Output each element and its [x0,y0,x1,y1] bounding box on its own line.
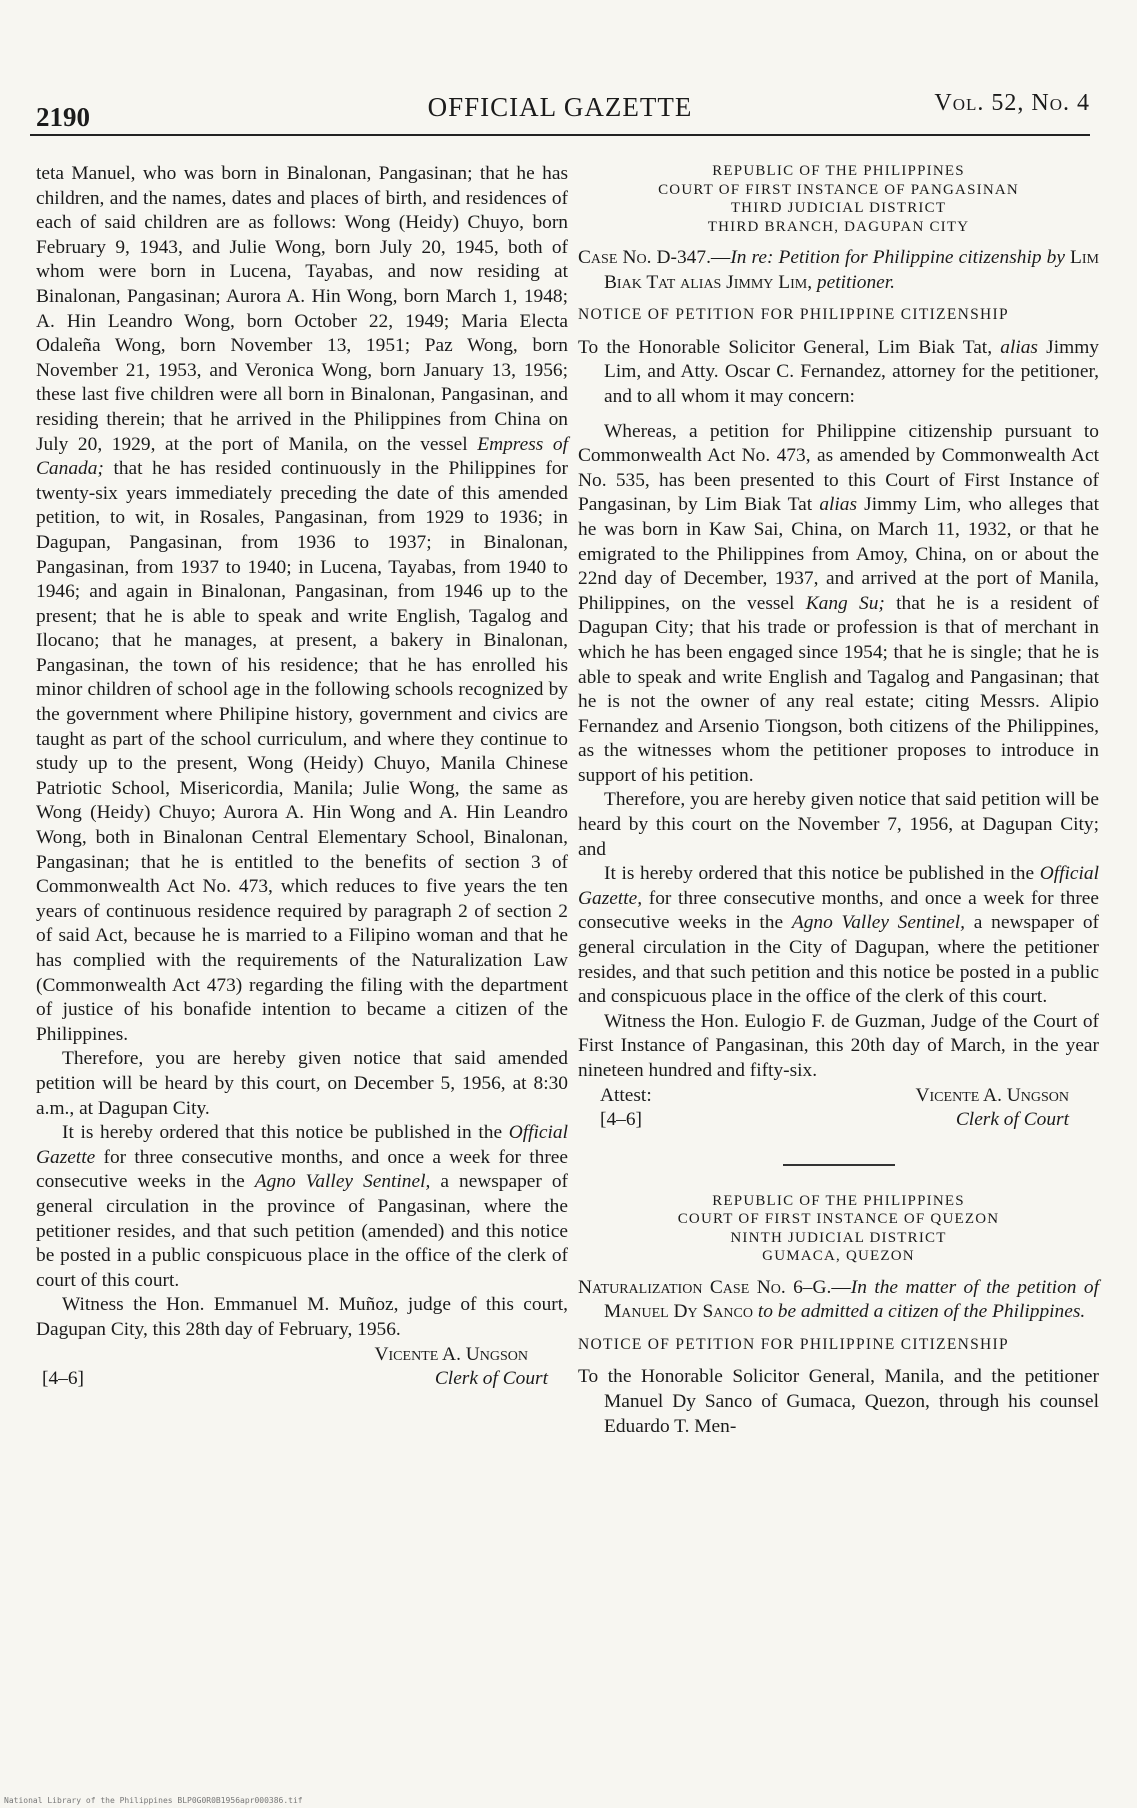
right-column [578,162,1099,1439]
notice-title: NOTICE OF PETITION FOR PHILIPPINE CITIZENSHIP [578,1335,1009,1353]
clerk-name: Vicente A. Ungson [915,1084,1069,1106]
petition-body-paragraph: Whereas, a petition for Philippine citizenship pursuant to Commonwealth Act No. 473, as amended by Commonwealth Act No. 535, has been presented to this Court of First Instance of Pangasinan, by Lim Biak Tat alias Jimmy Lim, who alleges that he was born in Kaw Sai, China, on March 11, 1932, or that he emigrated to the Philippines from Amoy, China, on or about the 22nd day of December, 1937, and arrived at the port of Manila, Philippines, on the vessel Kang Su; that he is a resident of Dagupan City; that his trade or profession is that of merchant in which he has been engaged since 1954; that he is single; that he is able to speak and write English and Tagalog and Pangasinan; that he is not the owner of any real estate; citing Messrs. Alipio Fernandez and Arsenio Tiongson, both citizens of the Philippines, as the witnesses whom the petitioner proposes to introduce in support of his petition. [578,420,1099,786]
newspaper-name: Agno Valley Sentinel, [791,912,965,934]
court-heading-line: THIRD JUDICIAL DISTRICT [730,200,947,216]
attest-label: Attest: [600,1084,652,1106]
court-heading-line: REPUBLIC OF THE PHILIPPINES [712,1192,965,1209]
addressee-paragraph: To the Honorable Solicitor General, Manila, and the petitioner Manuel Dy Sanco of Gumaca, Quezon, through his counsel Eduardo T. Men- [578,1366,1099,1437]
court-heading [578,162,1099,236]
attest-signature-block [578,1084,1099,1136]
court-heading-line: REPUBLIC OF THE PHILIPPINES [712,163,965,179]
publication-order-paragraph: It is hereby ordered that this notice be published in the Official Gazette, for three consecutive months, and once a week for three consecutive weeks in the Agno Valley Sentinel, a newspaper of general circulation in the City of Dagupan, where the petitioner resides, and that such petition and this notice be posted in a public and conspicuous place in the office of the clerk of this court. [578,863,1100,1008]
issue-reference: [4–6] [42,1367,85,1389]
volume-number: Vol. 52, No. 4 [934,90,1090,116]
hearing-notice-paragraph: Therefore, you are hereby given notice that said petition will be heard by this court on the November 7, 1956, at Dagupan City; and [578,789,1099,860]
addressee-paragraph: To the Honorable Solicitor General, Lim Biak Tat, alias Jimmy Lim, and Atty. Oscar C. Fernandez, attorney for the petitioner, and to all whom it may concern: [578,336,1099,407]
page-number: 2190 [36,102,90,132]
court-heading-line: GUMACA, QUEZON [762,1248,915,1265]
court-heading-line: COURT OF FIRST INSTANCE OF QUEZON [677,1211,1000,1228]
witness-paragraph: Witness the Hon. Eulogio F. de Guzman, Judge of the Court of First Instance of Pangasinan, this 20th day of March, in the year nineteen hundred and fifty-six. [578,1010,1099,1081]
clerk-title: Clerk of Court [955,1108,1069,1130]
court-heading [578,1192,1099,1266]
notice-title: NOTICE OF PETITION FOR PHILIPPINE CITIZENSHIP [578,306,1009,324]
left-column [36,162,568,1393]
clerk-name: Vicente A. Ungson [374,1343,528,1365]
section-divider [783,1164,895,1166]
hearing-notice-paragraph: Therefore, you are hereby given notice that said amended petition will be heard by this court, on December 5, 1956, at 8:30 a.m., at Dagupan City. [36,1048,568,1119]
page-header [30,78,1090,132]
notice-continuation-paragraph: teta Manuel, who was born in Binalonan, Pangasinan; that he has children, and the names, dates and places of birth, and residences of each of said children are as follows: Wong (Heidy) Chuyo, born February 9, 1943, and Julie Wong, born July 20, 1945, both of whom were born in Lucena, Tayabas, and now residing at Binalonan, Pangasinan; Aurora A. Hin Wong, born March 1, 1948; A. Hin Leandro Wong, born October 22, 1949; Maria Electa Odaleña Wong, born November 13, 1951; Paz Wong, born November 21, 1953, and Veronica Wong, born January 13, 1956; these last five children were all born in Binalonan, Pangasinan, and residing therein; that he arrived in the Philippines from China on July 20, 1929, at the port of Manila, on the vessel Empress of Canada; that he has resided continuously in the Philippines for twenty-six years immediately preceding the date of this amended petition, to wit, in Rosales, Pangasinan, from 1929 to 1936; in Dagupan, Pangasinan, from 1936 to 1937; in Binalonan, Pangasinan, from 1937 to 1940; in Lucena, Tayabas, from 1940 to 1946; and again in Binalonan, Pangasinan, from 1946 up to the present; that he is able to speak and write English, Tagalog and Ilocano; that he manages, at present, a bakery in Binalonan, Pangasinan, the town of his residence; that he has enrolled his minor children of school age in the following schools recognized by the government where Philipine history, government and civics are taught as part of the school curriculum, and where they continue to study up to the present, Wong (Heidy) Chuyo, Manila Chinese Patriotic School, Misericordia, Manila; Julie Wong, the same as Wong (Heidy) Chuyo; Aurora A. Hin Wong and A. Hin Leandro Wong, both in Binalonan Central Elementary School, Binalonan, Pangasinan; that he is entitled to the benefits of section 3 of Commonwealth Act No. 473, which reduces to five years the ten years of continuous residence required by paragraph 2 of section 2 of said Act, because he is married to a Filipino woman and that he has complied with the requirements of the Naturalization Law (Commonwealth Act 473) regarding the filing with the department of justice of his bonafide intention to became a citizen of the Philippines. [36,163,568,1045]
court-heading-line: NINTH JUDICIAL DISTRICT [730,1229,947,1246]
witness-paragraph: Witness the Hon. Emmanuel M. Muñoz, judge of this court, Dagupan City, this 28th day of February, 1956. [36,1294,568,1340]
issue-reference: [4–6] [600,1108,643,1130]
case-title: Case No. D-347.—In re: Petition for Philippine citizenship by Lim Biak Tat alias Jimmy Lim, petitioner. [578,247,1099,293]
scan-footer: National Library of the Philippines BLP0G0R0B1956apr000386.tif [4,1796,303,1805]
vessel-name: Kang Su; [805,592,885,614]
vessel-name: Empress of Canada; [36,433,568,480]
publication-title: OFFICIAL GAZETTE [427,92,693,122]
signature-block [36,1343,568,1393]
clerk-title: Clerk of Court [434,1367,548,1389]
gazette-name: Official Gazette, [578,863,1099,909]
court-heading-line: COURT OF FIRST INSTANCE OF PANGASINAN [658,181,1019,198]
court-heading-line: THIRD BRANCH, DAGUPAN CITY [707,218,970,235]
case-title: Naturalization Case No. 6–G.—In the matter of the petition of Manuel Dy Sanco to be admitted a citizen of the Philippines. [578,1276,1099,1323]
header-rule [30,134,1090,136]
newspaper-name: Agno Valley Sentinel, [254,1171,431,1193]
gazette-name: Official Gazette [36,1122,568,1168]
publication-order-paragraph: It is hereby ordered that this notice be published in the Official Gazette for three consecutive months, and once a week for three consecutive weeks in the Agno Valley Sentinel, a newspaper of general circulation in the province of Pangasinan, where the petitioner resides, and that such petition (amended) and this notice be posted in a public conspicuous place in the office of the clerk of court of this court. [36,1122,568,1291]
